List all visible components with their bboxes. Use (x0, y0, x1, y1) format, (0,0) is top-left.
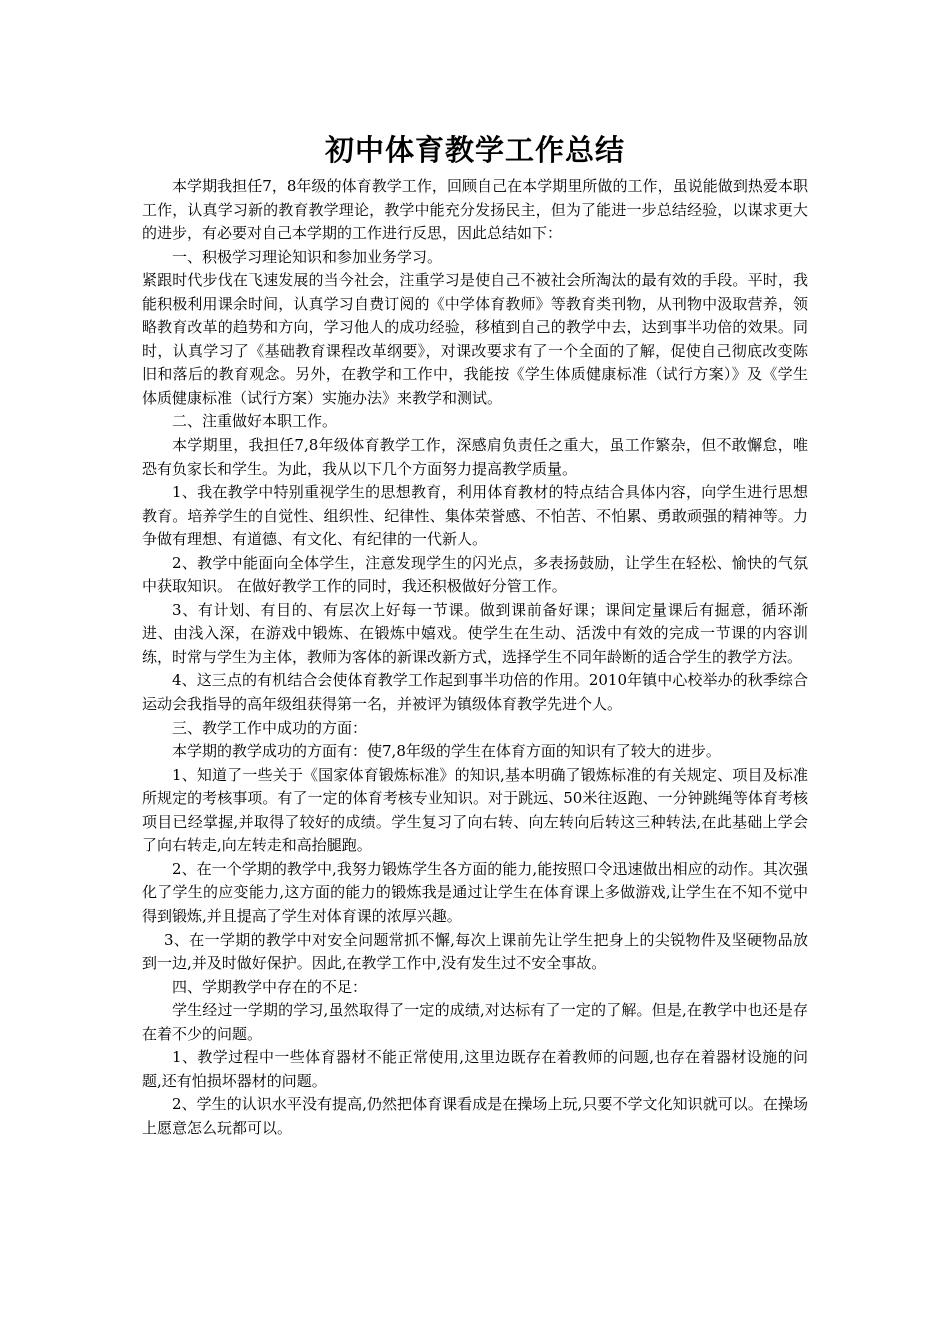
paragraph-success: 本学期的教学成功的方面有：使7,8年级的学生在体育方面的知识有了较大的进步。 (172, 742, 721, 761)
section-heading-4: 四、学期教学中存在的不足： (172, 977, 368, 996)
paragraph-duty: 本学期里，我担任7,8年级体育教学工作，深感肩负责任之重大，虽工作繁杂，但不敢懈怠，唯恐有负家长和学生。为此，我从以下几个方面努力提高教学质量。 (142, 436, 808, 478)
document-page (142, 125, 808, 1140)
paragraph-item-3: 3、有计划、有目的、有层次上好每一节课。做到课前备好课；课间定量课后有掘意，循环渐进、由浅入深，在游戏中锻炼、在锻炼中嬉戏。使学生在生动、活泼中有效的完成一节课的内容训练，时常与学生为主体，教师为客体的新课改新方式，选择学生不同年龄断的适合学生的教学方法。 (142, 600, 808, 666)
paragraph-shortcomings: 学生经过一学期的学习,虽然取得了一定的成绩,对达标有了一定的了解。但是,在教学中也还是存在着不少的问题。 (142, 1001, 808, 1043)
paragraph-shortcoming-1: 1、教学过程中一些体育器材不能正常使用,这里边既存在着教师的问题,也存在着器材设施的问题,还有怕损坏器材的问题。 (142, 1048, 808, 1090)
paragraph-study: 紧跟时代步伐在飞速发展的当今社会，注重学习是使自己不被社会所淘汰的最有效的手段。平时，我能积极利用课余时间，认真学习自费订阅的《中学体育教师》等教育类刊物，从刊物中汲取营养，领略教育改革的趋势和方向，学习他人的成功经验，移植到自己的教学中去，达到事半功倍的效果。同时，认真学习了《基础教育课程改革纲要》，对课改要求有了一个全面的了解，促使自己彻底改变陈旧和落后的教育观念。另外，在教学和工作中，我能按《学生体质健康标准（试行方案）》及《学生体质健康标准（试行方案）实施办法》来教学和测试。 (142, 271, 808, 407)
paragraph-item-2: 2、教学中能面向全体学生，注意发现学生的闪光点，多表扬鼓励，让学生在轻松、愉快的气氛中获取知识。 在做好教学工作的同时，我还积极做好分管工作。 (142, 553, 808, 596)
paragraph-item-4: 4、这三点的有机结合会使体育教学工作起到事半功倍的作用。2010年镇中心校举办的秋季综合运动会我指导的高年级组获得第一名，并被评为镇级体育教学先进个人。 (142, 671, 808, 714)
section-heading-1: 一、积极学习理论知识和参加业务学习。 (172, 247, 443, 266)
paragraph-shortcoming-2: 2、学生的认识水平没有提高,仍然把体育课看成是在操场上玩,只要不学文化知识就可以。在操场上愿意怎么玩都可以。 (142, 1095, 808, 1137)
paragraph-intro: 本学期我担任7，8年级的体育教学工作，回顾自己在本学期里所做的工作，虽说能做到热爱本职工作，认真学习新的教育教学理论，教学中能充分发扬民主，但为了能进一步总结经验，以谋求更大的进步，有必要对自己本学期的工作进行反思，因此总结如下： (142, 177, 808, 243)
paragraph-success-2: 2、在一个学期的教学中,我努力锻炼学生各方面的能力,能按照口令迅速做出相应的动作。其次强化了学生的应变能力,这方面的能力的锻炼我是通过让学生在体育课上多做游戏,让学生在不知不觉中得到锻炼,并且提高了学生对体育课的浓厚兴趣。 (142, 859, 808, 925)
document-title: 初中体育教学工作总结 (324, 133, 625, 167)
paragraph-item-1: 1、我在教学中特别重视学生的思想教育，利用体育教材的特点结合具体内容，向学生进行思想教育。培养学生的自觉性、组织性、纪律性、集体荣誉感、不怕苦、不怕累、勇敢顽强的精神等。力争做有理想、有道德、有文化、有纪律的一代新人。 (142, 483, 808, 549)
section-heading-3: 三、教学工作中成功的方面： (172, 718, 368, 737)
paragraph-success-3: 3、在一学期的教学中对安全问题常抓不懈,每次上课前先让学生把身上的尖锐物件及坚硬物品放到一边,并及时做好保护。因此,在教学工作中,没有发生过不安全事故。 (142, 930, 808, 973)
section-heading-2: 二、注重做好本职工作。 (172, 412, 338, 431)
paragraph-success-1: 1、知道了一些关于《国家体育锻炼标准》的知识,基本明确了锻炼标准的有关规定、项目及标准所规定的考核事项。有了一定的体育考核专业知识。对于跳远、50米往返跑、一分钟跳绳等体育考核项目已经掌握,并取得了较好的成绩。学生复习了向右转、向左转向后转这三种转法,在此基础上学会了向右转走,向左转走和高抬腿跑。 (142, 765, 808, 855)
